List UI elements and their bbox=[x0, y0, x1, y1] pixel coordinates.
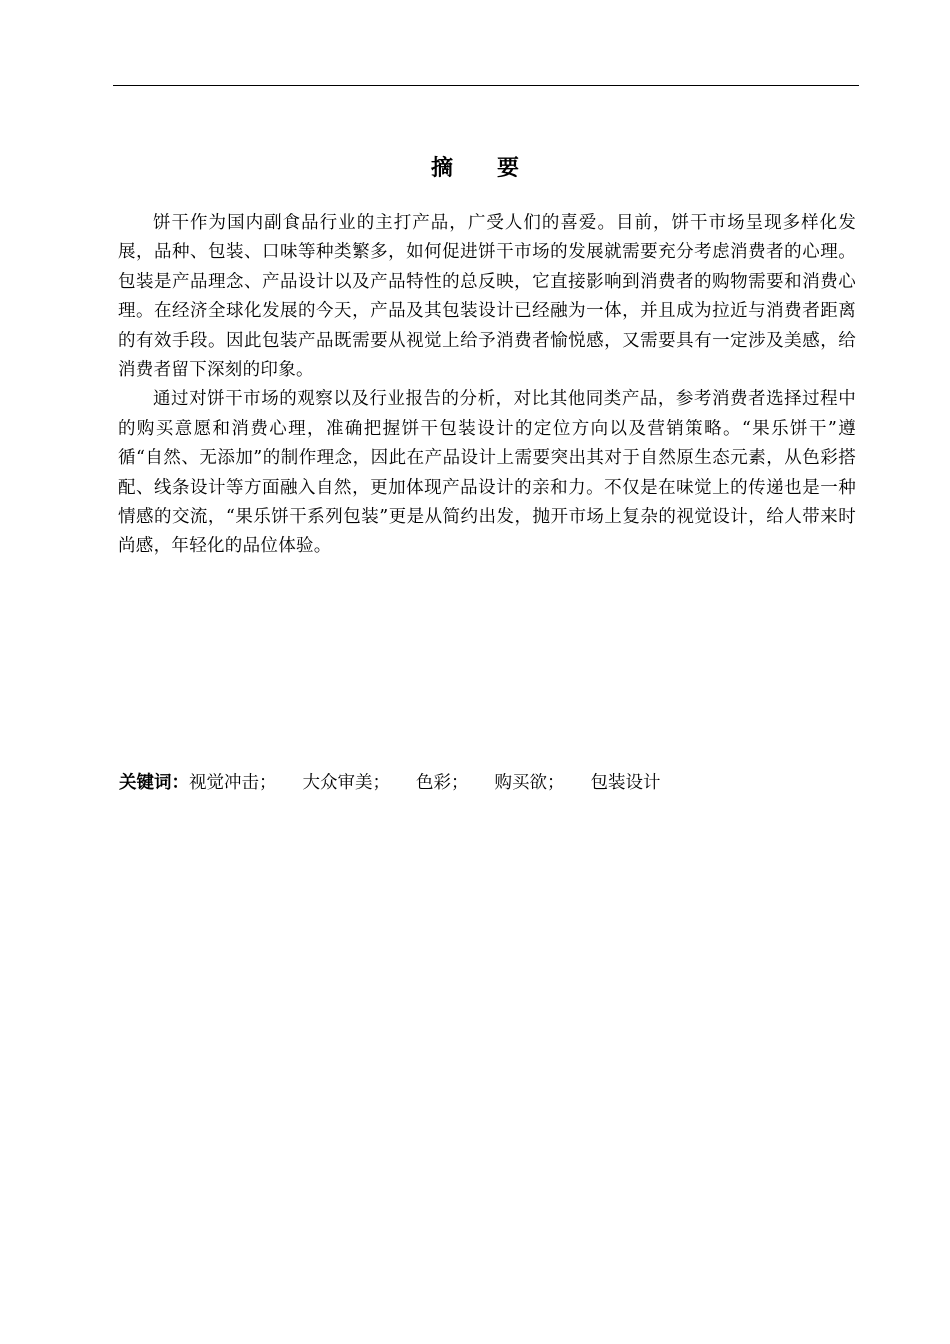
keyword-item: 购买欲； bbox=[494, 773, 565, 793]
abstract-body bbox=[118, 209, 856, 562]
keyword-item: 视觉冲击； bbox=[189, 773, 277, 793]
keyword-item: 包装设计 bbox=[590, 773, 661, 793]
header-rule bbox=[113, 85, 859, 86]
abstract-paragraph: 通过对饼干市场的观察以及行业报告的分析，对比其他同类产品，参考消费者选择过程中的购买意愿和消费心理，准确把握饼干包装设计的定位方向以及营销策略。“果乐饼干”遵循“自然、无添加”的制作理念，因此在产品设计上需要突出其对于自然原生态元素，从色彩搭配、线条设计等方面融入自然，更加体现产品设计的亲和力。不仅是在味觉上的传递也是一种情感的交流，“果乐饼干系列包装”更是从简约出发，抛开市场上复杂的视觉设计，给人带来时尚感，年轻化的品位体验。 bbox=[118, 389, 856, 557]
keywords-line bbox=[119, 768, 859, 798]
abstract-title bbox=[0, 153, 950, 185]
keyword-item: 色彩； bbox=[416, 773, 469, 793]
keyword-item: 大众审美； bbox=[302, 773, 390, 793]
abstract-title-char: 要 bbox=[497, 156, 520, 181]
abstract-paragraph: 饼干作为国内副食品行业的主打产品，广受人们的喜爱。目前，饼干市场呈现多样化发展，品种、包装、口味等种类繁多，如何促进饼干市场的发展就需要充分考虑消费者的心理。包装是产品理念、产品设计以及产品特性的总反映，它直接影响到消费者的购物需要和消费心理。在经济全球化发展的今天，产品及其包装设计已经融为一体，并且成为拉近与消费者距离的有效手段。因此包装产品既需要从视觉上给予消费者愉悦感，又需要具有一定涉及美感，给消费者留下深刻的印象。 bbox=[118, 213, 856, 381]
abstract-title-char: 摘 bbox=[430, 156, 453, 181]
keywords-label: 关键词： bbox=[119, 773, 189, 793]
